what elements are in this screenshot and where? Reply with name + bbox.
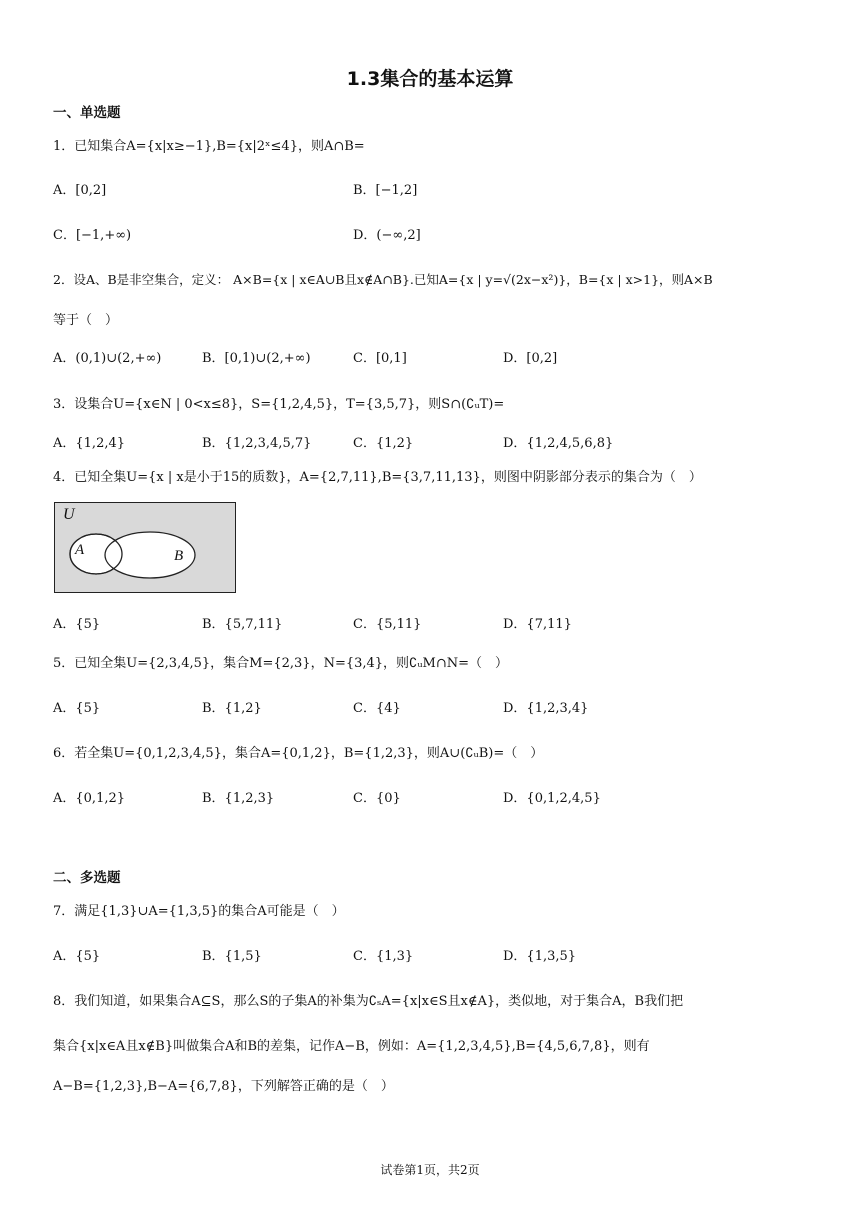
question-2-stem-continued: 等于（ ） (53, 313, 119, 328)
question-3-option-c: C．{1,2} (353, 436, 414, 451)
venn-label-a: A (75, 542, 85, 558)
question-7-stem: 7．满足{1,3}∪A={1,3,5}的集合A可能是（ ） (53, 904, 345, 919)
question-5-stem: 5．已知全集U={2,3,4,5}，集合M={2,3}，N={3,4}，则∁ᵤM∩N=（ ） (53, 656, 508, 671)
question-5-option-b: B．{1,2} (202, 701, 262, 716)
question-2-option-c: C．[0,1] (353, 351, 407, 366)
question-4-option-a: A．{5} (53, 617, 101, 632)
section-heading-single-choice: 一、单选题 (53, 105, 121, 121)
question-4-stem: 4．已知全集U={x | x是小于15的质数}，A={2,7,11},B={3,7,11,13}，则图中阴影部分表示的集合为（ ） (53, 470, 702, 485)
question-5-option-a: A．{5} (53, 701, 101, 716)
question-1-option-a: A．[0,2] (53, 183, 107, 198)
question-1-option-b: B．[−1,2] (353, 183, 418, 198)
question-4-option-c: C．{5,11} (353, 617, 422, 632)
question-2-option-d: D．[0,2] (503, 351, 558, 366)
question-8-line-1: 8．我们知道，如果集合A⊆S，那么S的子集A的补集为∁ₛA={x|x∈S且x∉A}，类似地，对于集合A，B我们把 (53, 994, 684, 1009)
page-title: 1.3集合的基本运算 (346, 68, 514, 90)
question-7-option-d: D．{1,3,5} (503, 949, 577, 964)
question-6-option-d: D．{0,1,2,4,5} (503, 791, 601, 806)
question-4-option-b: B．{5,7,11} (202, 617, 283, 632)
question-8-line-3: A−B={1,2,3},B−A={6,7,8}，下列解答正确的是（ ） (53, 1079, 394, 1094)
page-footer: 试卷第1页，共2页 (380, 1163, 480, 1177)
question-3-stem: 3．设集合U={x∈N | 0<x≤8}，S={1,2,4,5}，T={3,5,7}，则S∩(∁ᵤT)= (53, 397, 505, 412)
venn-label-u: U (63, 506, 75, 523)
question-1-stem: 1．已知集合A={x|x≥−1},B={x|2ˣ≤4}，则A∩B= (53, 139, 365, 154)
question-6-option-c: C．{0} (353, 791, 401, 806)
question-7-option-b: B．{1,5} (202, 949, 262, 964)
question-3-option-d: D．{1,2,4,5,6,8} (503, 436, 614, 451)
question-6-stem: 6．若全集U={0,1,2,3,4,5}，集合A={0,1,2}，B={1,2,3}，则A∪(∁ᵤB)=（ ） (53, 746, 544, 761)
question-2-stem: 2．设A、B是非空集合，定义： A×B={x | x∈A∪B且x∉A∩B}.已知A={x | y=√(2x−x²)}，B={x | x>1}，则A×B (53, 272, 713, 287)
question-3-option-b: B．{1,2,3,4,5,7} (202, 436, 312, 451)
question-2-option-a: A．(0,1)∪(2,+∞) (53, 351, 162, 366)
question-2-option-b: B．[0,1)∪(2,+∞) (202, 351, 311, 366)
question-7-option-a: A．{5} (53, 949, 101, 964)
question-1-option-d: D．(−∞,2] (353, 228, 421, 243)
question-7-option-c: C．{1,3} (353, 949, 414, 964)
question-5-option-c: C．{4} (353, 701, 401, 716)
venn-label-b: B (174, 548, 184, 564)
question-6-option-a: A．{0,1,2} (53, 791, 126, 806)
question-1-option-c: C．[−1,+∞) (53, 228, 132, 243)
question-8-line-2: 集合{x|x∈A且x∉B}叫做集合A和B的差集，记作A−B，例如：A={1,2,3,4,5},B={4,5,6,7,8}，则有 (53, 1039, 650, 1054)
question-4-option-d: D．{7,11} (503, 617, 572, 632)
section-heading-multiple-choice: 二、多选题 (53, 870, 121, 886)
question-6-option-b: B．{1,2,3} (202, 791, 275, 806)
question-3-option-a: A．{1,2,4} (53, 436, 126, 451)
question-5-option-d: D．{1,2,3,4} (503, 701, 589, 716)
venn-diagram (54, 502, 236, 593)
